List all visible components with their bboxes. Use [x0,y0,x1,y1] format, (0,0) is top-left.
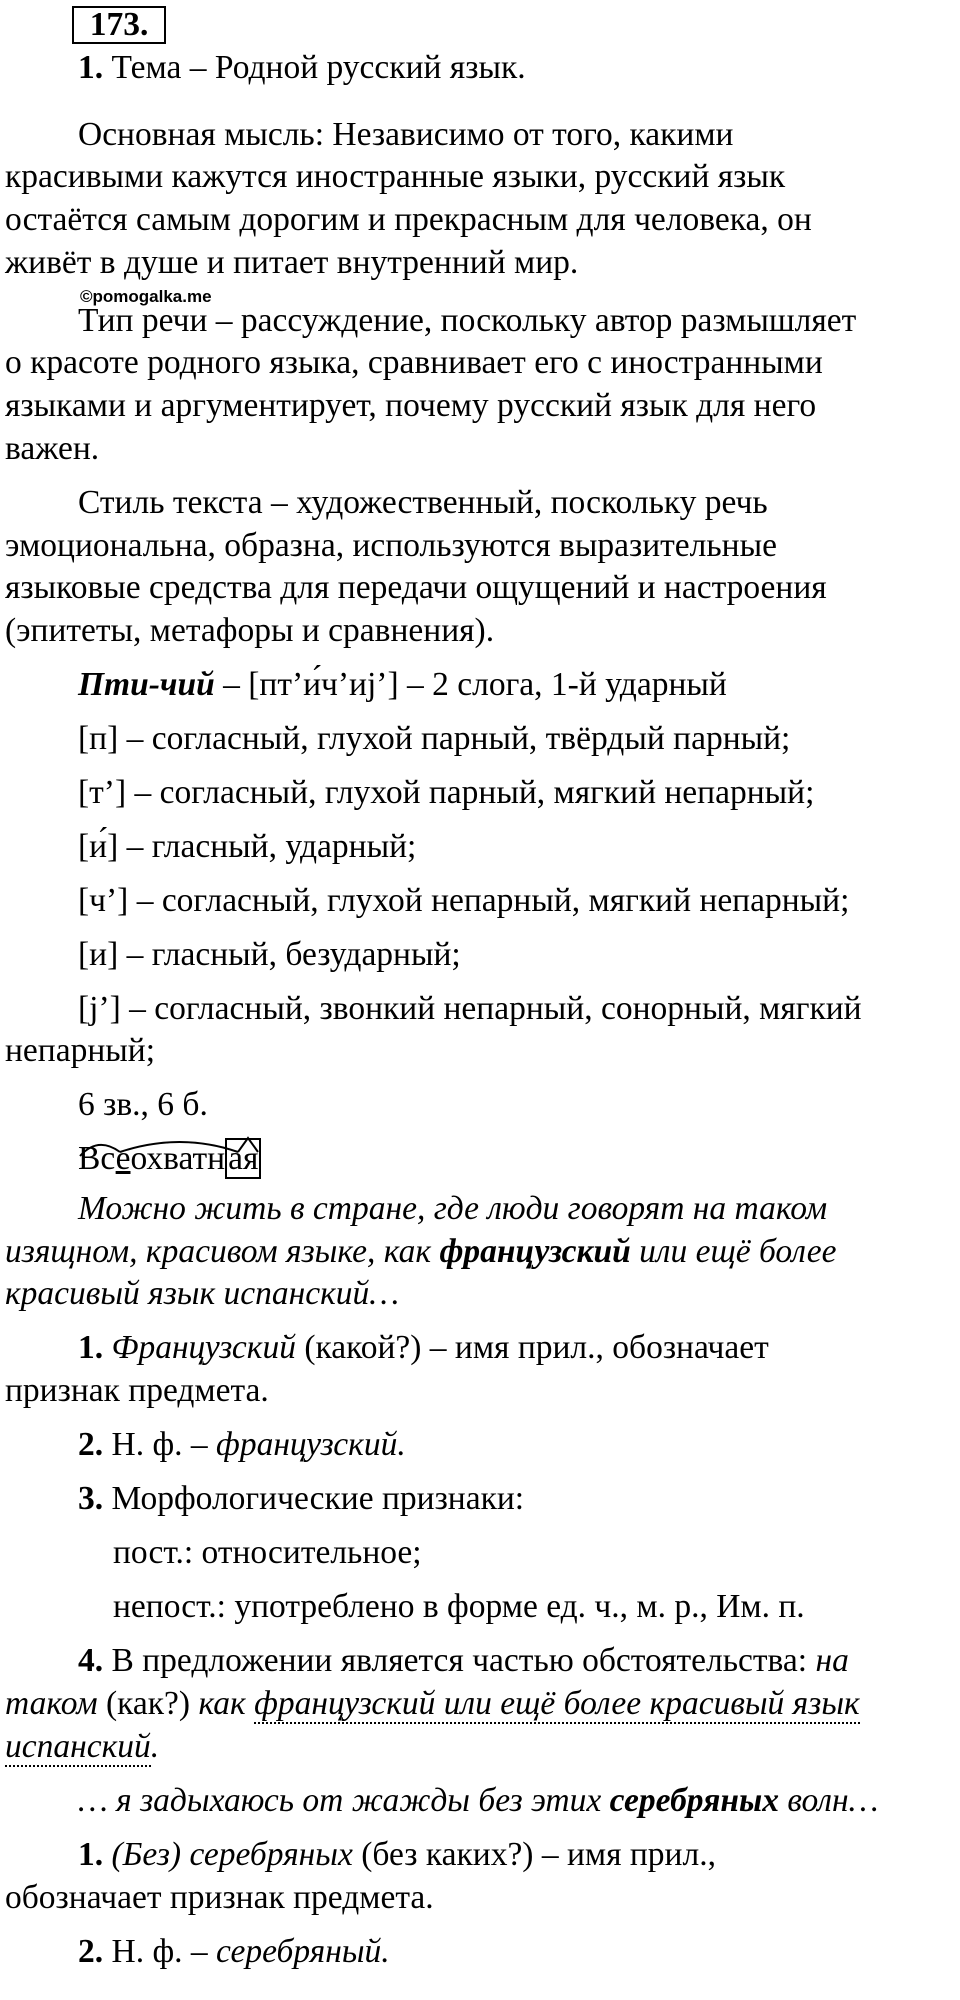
style-line-1: Стиль текста – художественный, поскольку речь [78,484,768,521]
morpheme-word: Всеохватная [78,1138,960,1180]
analysis1-step2: 2. Н. ф. – французский. [78,1426,406,1463]
phonetic-line-6: [j’] – согласный, звонкий непарный, сонорный, мягкий [78,990,862,1027]
analysis2-step2: 2. Н. ф. – серебряный. [78,1933,390,1970]
quote2-line: … я задыхаюсь от жажды без этих серебряных волн… [78,1782,879,1819]
topic-line: 1. Тема – Родной русский язык. [78,49,526,86]
phonetic-line-3: [и́] – гласный, ударный; [78,828,417,865]
analysis1-step1-cont: признак предмета. [5,1372,269,1409]
phonetic-line-1: [п] – согласный, глухой парный, твёрдый парный; [78,720,791,757]
quote1-line-3: красивый язык испанский… [5,1275,400,1312]
analysis1-step4-cont: таком (как?) как французский или ещё более красивый язык [5,1685,860,1722]
phonetic-counts: 6 зв., 6 б. [78,1086,208,1123]
analysis1-step4: 4. В предложении является частью обстоятельства: на [78,1642,849,1679]
style-line-2: эмоциональна, образна, используются выразительные [5,527,777,564]
phonetic-header: Пти-чий – [пт’и́ч’иj’] – 2 слога, 1-й ударный [78,666,727,703]
main-idea-line-3: остаётся самым дорогим и прекрасным для человека, он [5,201,812,238]
phonetic-line-5: [и] – гласный, безударный; [78,936,461,973]
speech-type-line-3: языками и аргументирует, почему русский язык для него [5,387,817,424]
style-line-4: (эпитеты, метафоры и сравнения). [5,612,495,649]
analysis1-step3: 3. Морфологические признаки: [78,1480,525,1517]
analysis2-step1-cont: обозначает признак предмета. [5,1879,434,1916]
main-idea-line-4: живёт в душе и питает внутренний мир. [5,244,579,281]
analysis1-nonconstant: непост.: употреблено в форме ед. ч., м. р., Им. п. [113,1588,805,1625]
speech-type-line-4: важен. [5,430,100,467]
analysis1-constant: пост.: относительное; [113,1534,422,1571]
quote1-line-2: изящном, красивом языке, как французский или ещё более [5,1233,837,1270]
main-idea-line-1: Основная мысль: Независимо от того, какими [78,116,734,153]
phonetic-line-7: непарный; [5,1032,156,1069]
phonetic-line-4: [ч’] – согласный, глухой непарный, мягкий непарный; [78,882,850,919]
task-number: 173. [72,6,166,44]
quote1-line-1: Можно жить в стране, где люди говорят на таком [78,1190,828,1227]
phonetic-line-2: [т’] – согласный, глухой парный, мягкий непарный; [78,774,815,811]
analysis1-step4-end: испанский. [5,1728,160,1765]
main-idea-line-2: красивыми кажутся иностранные языки, русский язык [5,158,786,195]
speech-type-line-1: Тип речи – рассуждение, поскольку автор размышляет [78,302,857,339]
style-line-3: языковые средства для передачи ощущений и настроения [5,569,827,606]
analysis2-step1: 1. (Без) серебряных (без каких?) – имя прил., [78,1836,716,1873]
speech-type-line-2: о красоте родного языка, сравнивает его с иностранными [5,344,823,381]
analysis1-step1: 1. Французский (какой?) – имя прил., обозначает [78,1329,769,1366]
watermark: ©pomogalka.me [80,287,212,306]
